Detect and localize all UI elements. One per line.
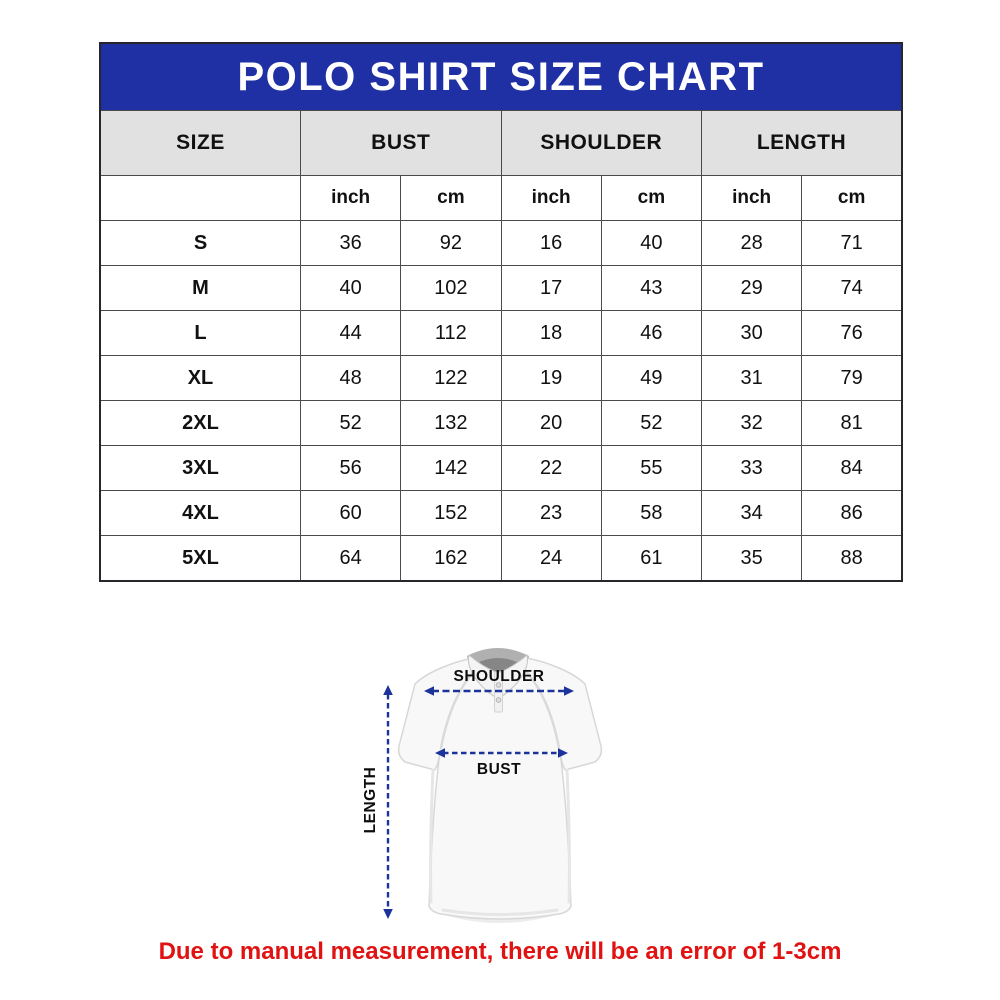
value-cell: 44 <box>301 311 401 356</box>
value-cell: 76 <box>802 311 902 356</box>
size-cell: M <box>100 266 301 311</box>
value-cell: 24 <box>501 536 601 582</box>
measurement-diagram <box>345 640 655 935</box>
title-row <box>100 43 902 111</box>
value-cell: 64 <box>301 536 401 582</box>
value-cell: 32 <box>702 401 802 446</box>
value-cell: 19 <box>501 356 601 401</box>
value-cell: 31 <box>702 356 802 401</box>
value-cell: 132 <box>401 401 501 446</box>
size-cell: XL <box>100 356 301 401</box>
value-cell: 79 <box>802 356 902 401</box>
value-cell: 22 <box>501 446 601 491</box>
table-row <box>100 446 902 491</box>
value-cell: 18 <box>501 311 601 356</box>
value-cell: 20 <box>501 401 601 446</box>
unit-cell: cm <box>802 176 902 221</box>
value-cell: 40 <box>301 266 401 311</box>
value-cell: 23 <box>501 491 601 536</box>
value-cell: 88 <box>802 536 902 582</box>
group-header-row <box>100 111 902 176</box>
value-cell: 33 <box>702 446 802 491</box>
table-row <box>100 356 902 401</box>
value-cell: 55 <box>601 446 701 491</box>
col-header-size: SIZE <box>100 111 301 176</box>
blank-cell <box>100 176 301 221</box>
unit-cell: cm <box>601 176 701 221</box>
table-row <box>100 491 902 536</box>
table-row <box>100 401 902 446</box>
value-cell: 16 <box>501 221 601 266</box>
size-cell: 2XL <box>100 401 301 446</box>
bust-label: BUST <box>476 761 522 778</box>
value-cell: 71 <box>802 221 902 266</box>
length-arrow-bottom-head <box>383 909 393 919</box>
col-header-length: LENGTH <box>702 111 903 176</box>
value-cell: 142 <box>401 446 501 491</box>
value-cell: 35 <box>702 536 802 582</box>
value-cell: 43 <box>601 266 701 311</box>
value-cell: 46 <box>601 311 701 356</box>
shoulder-label: SHOULDER <box>453 668 545 685</box>
size-cell: 4XL <box>100 491 301 536</box>
collar-button <box>496 698 501 703</box>
value-cell: 86 <box>802 491 902 536</box>
size-cell: 3XL <box>100 446 301 491</box>
table-row <box>100 266 902 311</box>
table-row <box>100 536 902 582</box>
value-cell: 122 <box>401 356 501 401</box>
unit-cell: inch <box>301 176 401 221</box>
size-cell: S <box>100 221 301 266</box>
length-arrow-top-head <box>383 685 393 695</box>
value-cell: 48 <box>301 356 401 401</box>
size-cell: 5XL <box>100 536 301 582</box>
value-cell: 36 <box>301 221 401 266</box>
value-cell: 92 <box>401 221 501 266</box>
unit-cell: inch <box>501 176 601 221</box>
value-cell: 52 <box>301 401 401 446</box>
value-cell: 112 <box>401 311 501 356</box>
value-cell: 52 <box>601 401 701 446</box>
col-header-bust: BUST <box>301 111 502 176</box>
value-cell: 152 <box>401 491 501 536</box>
value-cell: 29 <box>702 266 802 311</box>
value-cell: 61 <box>601 536 701 582</box>
value-cell: 162 <box>401 536 501 582</box>
size-cell: L <box>100 311 301 356</box>
value-cell: 74 <box>802 266 902 311</box>
value-cell: 58 <box>601 491 701 536</box>
table-row <box>100 311 902 356</box>
measurement-disclaimer: Due to manual measurement, there will be an error of 1-3cm <box>158 938 842 965</box>
value-cell: 81 <box>802 401 902 446</box>
length-label: LENGTH <box>362 766 379 834</box>
value-cell: 34 <box>702 491 802 536</box>
value-cell: 102 <box>401 266 501 311</box>
col-header-shoulder: SHOULDER <box>501 111 702 176</box>
value-cell: 49 <box>601 356 701 401</box>
table-row <box>100 221 902 266</box>
value-cell: 28 <box>702 221 802 266</box>
unit-cell: inch <box>702 176 802 221</box>
polo-shirt-illustration <box>345 640 655 935</box>
value-cell: 60 <box>301 491 401 536</box>
unit-row <box>100 176 902 221</box>
value-cell: 40 <box>601 221 701 266</box>
size-chart-table <box>99 42 903 582</box>
value-cell: 30 <box>702 311 802 356</box>
value-cell: 56 <box>301 446 401 491</box>
value-cell: 17 <box>501 266 601 311</box>
value-cell: 84 <box>802 446 902 491</box>
unit-cell: cm <box>401 176 501 221</box>
page-title: POLO SHIRT SIZE CHART <box>100 43 902 111</box>
